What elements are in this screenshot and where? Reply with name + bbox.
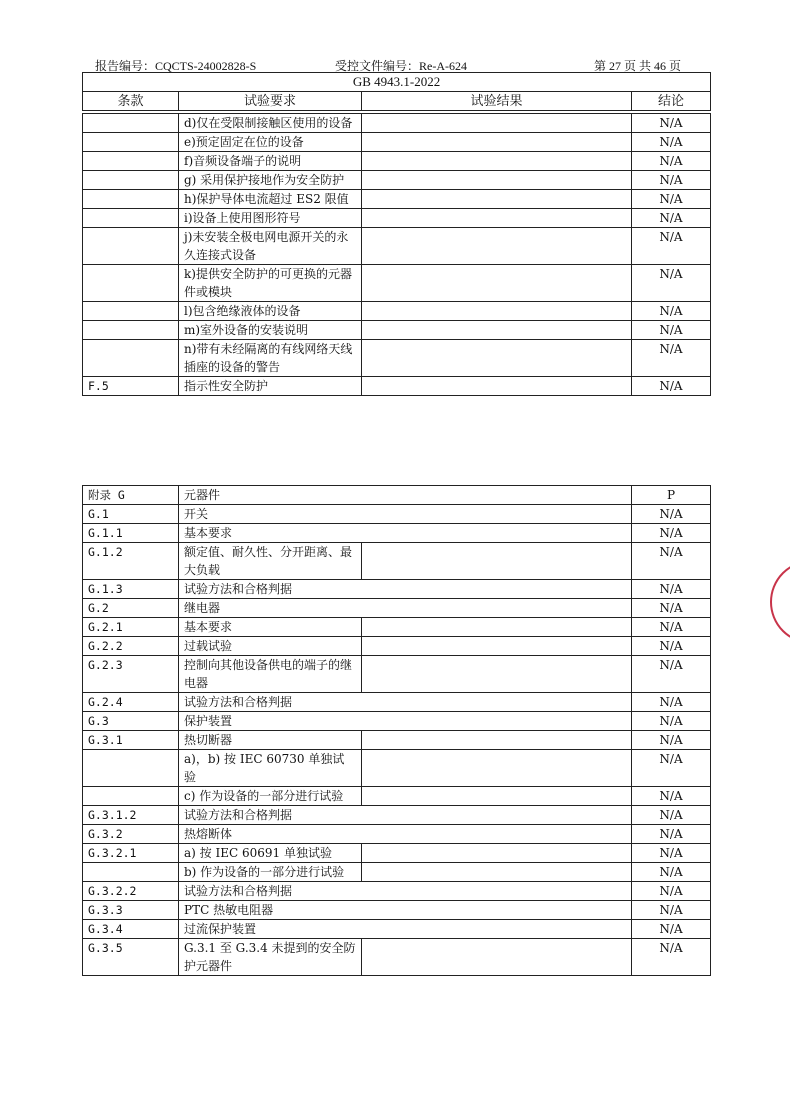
requirement-cell: 继电器 [179, 599, 632, 618]
verdict-cell: N/A [632, 750, 711, 787]
clause-cell [83, 787, 179, 806]
verdict-cell: N/A [632, 377, 711, 396]
clause-cell: G.3 [83, 712, 179, 731]
verdict-cell: N/A [632, 133, 711, 152]
requirement-cell: 热切断器 [179, 731, 362, 750]
requirement-cell: m)室外设备的安装说明 [179, 321, 362, 340]
clause-cell [83, 171, 179, 190]
clause-cell: G.2.3 [83, 656, 179, 693]
table-row [83, 190, 711, 209]
result-cell [362, 265, 632, 302]
table-row [83, 321, 711, 340]
verdict-cell: N/A [632, 825, 711, 844]
table-row [83, 863, 711, 882]
page-number: 第 27 页 共 46 页 [594, 59, 682, 73]
table-row [83, 939, 711, 976]
table-row [83, 920, 711, 939]
requirement-cell: 控制向其他设备供电的端子的继电器 [179, 656, 362, 693]
clause-cell: G.2.2 [83, 637, 179, 656]
result-cell [362, 209, 632, 228]
col-verdict: 结论 [632, 92, 711, 111]
clause-cell: F.5 [83, 377, 179, 396]
requirement-cell: 试验方法和合格判据 [179, 693, 632, 712]
clause-cell [83, 340, 179, 377]
result-cell [362, 844, 632, 863]
verdict-cell: N/A [632, 524, 711, 543]
standard-title: GB 4943.1-2022 [83, 73, 711, 92]
clause-cell: G.1.3 [83, 580, 179, 599]
verdict-cell: N/A [632, 656, 711, 693]
verdict-cell: N/A [632, 209, 711, 228]
requirement-cell: n)带有未经隔离的有线网络天线插座的设备的警告 [179, 340, 362, 377]
table-row [83, 712, 711, 731]
clause-cell: G.1.2 [83, 543, 179, 580]
report-number: 报告编号：CQCTS-24002828-S [95, 59, 257, 73]
table-row [83, 114, 711, 133]
verdict-cell: N/A [632, 939, 711, 976]
verdict-cell: N/A [632, 302, 711, 321]
result-cell [362, 302, 632, 321]
clause-cell [83, 228, 179, 265]
verdict-cell: N/A [632, 712, 711, 731]
requirement-cell: 试验方法和合格判据 [179, 806, 632, 825]
clause-cell: G.1.1 [83, 524, 179, 543]
requirement-cell: 过流保护装置 [179, 920, 632, 939]
clause-cell [83, 265, 179, 302]
verdict-cell: N/A [632, 863, 711, 882]
requirement-cell: d)仅在受限制接触区使用的设备 [179, 114, 362, 133]
requirement-cell: f)音频设备端子的说明 [179, 152, 362, 171]
clause-cell: G.3.2.1 [83, 844, 179, 863]
clause-cell: G.3.2.2 [83, 882, 179, 901]
result-cell [362, 656, 632, 693]
table-row [83, 656, 711, 693]
requirement-cell: c) 作为设备的一部分进行试验 [179, 787, 362, 806]
clause-cell: G.2 [83, 599, 179, 618]
col-requirement: 试验要求 [179, 92, 362, 111]
verdict-cell: N/A [632, 265, 711, 302]
appendix-clause: 附录 G [83, 486, 179, 505]
clause-cell: G.3.1 [83, 731, 179, 750]
table-row [83, 377, 711, 396]
table-row [83, 543, 711, 580]
requirement-cell: 基本要求 [179, 618, 362, 637]
verdict-cell: N/A [632, 114, 711, 133]
verdict-cell: N/A [632, 190, 711, 209]
verdict-cell: N/A [632, 599, 711, 618]
result-cell [362, 618, 632, 637]
table-row [83, 787, 711, 806]
appendix-title: 元器件 [179, 486, 632, 505]
requirement-cell: G.3.1 至 G.3.4 未提到的安全防护元器件 [179, 939, 362, 976]
result-cell [362, 787, 632, 806]
verdict-cell: N/A [632, 882, 711, 901]
table-row [83, 133, 711, 152]
table-row [83, 731, 711, 750]
clause-cell [83, 133, 179, 152]
verdict-cell: N/A [632, 901, 711, 920]
verdict-cell: N/A [632, 543, 711, 580]
col-clause: 条款 [83, 92, 179, 111]
requirement-cell: 基本要求 [179, 524, 632, 543]
requirement-cell: b) 作为设备的一部分进行试验 [179, 863, 362, 882]
column-header-table [82, 72, 711, 111]
requirement-cell: g) 采用保护接地作为安全防护 [179, 171, 362, 190]
table-row [83, 750, 711, 787]
requirement-cell: 开关 [179, 505, 632, 524]
requirement-cell: k)提供安全防护的可更换的元器件或模块 [179, 265, 362, 302]
requirement-cell: j)未安装全极电网电源开关的永久连接式设备 [179, 228, 362, 265]
result-cell [362, 939, 632, 976]
requirement-cell: 指示性安全防护 [179, 377, 362, 396]
table-row [83, 524, 711, 543]
requirement-cell: PTC 热敏电阻器 [179, 901, 632, 920]
verdict-cell: N/A [632, 171, 711, 190]
result-cell [362, 750, 632, 787]
table-row [83, 209, 711, 228]
requirement-cell: a) 按 IEC 60691 单独试验 [179, 844, 362, 863]
clause-cell: G.2.4 [83, 693, 179, 712]
verdict-cell: N/A [632, 580, 711, 599]
result-cell [362, 731, 632, 750]
col-result: 试验结果 [362, 92, 632, 111]
clause-cell [83, 114, 179, 133]
clause-cell: G.2.1 [83, 618, 179, 637]
requirement-cell: 额定值、耐久性、分开距离、最大负载 [179, 543, 362, 580]
clause-cell: G.3.5 [83, 939, 179, 976]
table-row [83, 171, 711, 190]
table-row [83, 599, 711, 618]
clause-cell [83, 152, 179, 171]
requirement-cell: i)设备上使用图形符号 [179, 209, 362, 228]
clause-cell: G.3.1.2 [83, 806, 179, 825]
result-cell [362, 637, 632, 656]
result-cell [362, 133, 632, 152]
result-cell [362, 171, 632, 190]
clause-cell [83, 321, 179, 340]
clause-cell [83, 190, 179, 209]
table-row [83, 844, 711, 863]
verdict-cell: N/A [632, 731, 711, 750]
verdict-cell: N/A [632, 693, 711, 712]
marking-table [82, 113, 711, 396]
clause-cell: G.3.3 [83, 901, 179, 920]
clause-cell [83, 209, 179, 228]
table-row [83, 882, 711, 901]
table-row [83, 806, 711, 825]
verdict-cell: N/A [632, 152, 711, 171]
requirement-cell: 试验方法和合格判据 [179, 580, 632, 599]
clause-cell [83, 750, 179, 787]
appendix-g-table [82, 485, 711, 976]
clause-cell [83, 863, 179, 882]
verdict-cell: N/A [632, 920, 711, 939]
table-row [83, 693, 711, 712]
result-cell [362, 543, 632, 580]
result-cell [362, 321, 632, 340]
table-row [83, 580, 711, 599]
verdict-cell: N/A [632, 637, 711, 656]
seal-stamp [770, 560, 790, 640]
result-cell [362, 114, 632, 133]
table-row [83, 152, 711, 171]
requirement-cell: l)包含绝缘液体的设备 [179, 302, 362, 321]
verdict-cell: N/A [632, 340, 711, 377]
clause-cell: G.1 [83, 505, 179, 524]
appendix-verdict: P [632, 486, 711, 505]
result-cell [362, 228, 632, 265]
table-row [83, 825, 711, 844]
verdict-cell: N/A [632, 844, 711, 863]
requirement-cell: 试验方法和合格判据 [179, 882, 632, 901]
table-row [83, 901, 711, 920]
clause-cell: G.3.4 [83, 920, 179, 939]
requirement-cell: 热熔断体 [179, 825, 632, 844]
result-cell [362, 340, 632, 377]
verdict-cell: N/A [632, 505, 711, 524]
verdict-cell: N/A [632, 321, 711, 340]
table-row [83, 340, 711, 377]
verdict-cell: N/A [632, 787, 711, 806]
verdict-cell: N/A [632, 806, 711, 825]
result-cell [362, 377, 632, 396]
clause-cell [83, 302, 179, 321]
table-row [83, 228, 711, 265]
requirement-cell: h)保护导体电流超过 ES2 限值 [179, 190, 362, 209]
requirement-cell: 过载试验 [179, 637, 362, 656]
result-cell [362, 190, 632, 209]
result-cell [362, 863, 632, 882]
requirement-cell: a)，b) 按 IEC 60730 单独试验 [179, 750, 362, 787]
requirement-cell: e)预定固定在位的设备 [179, 133, 362, 152]
verdict-cell: N/A [632, 618, 711, 637]
requirement-cell: 保护装置 [179, 712, 632, 731]
table-row [83, 637, 711, 656]
result-cell [362, 152, 632, 171]
verdict-cell: N/A [632, 228, 711, 265]
table-row [83, 302, 711, 321]
document-number: 受控文件编号：Re-A-624 [335, 59, 467, 73]
table-row [83, 265, 711, 302]
clause-cell: G.3.2 [83, 825, 179, 844]
table-row [83, 505, 711, 524]
table-row [83, 618, 711, 637]
